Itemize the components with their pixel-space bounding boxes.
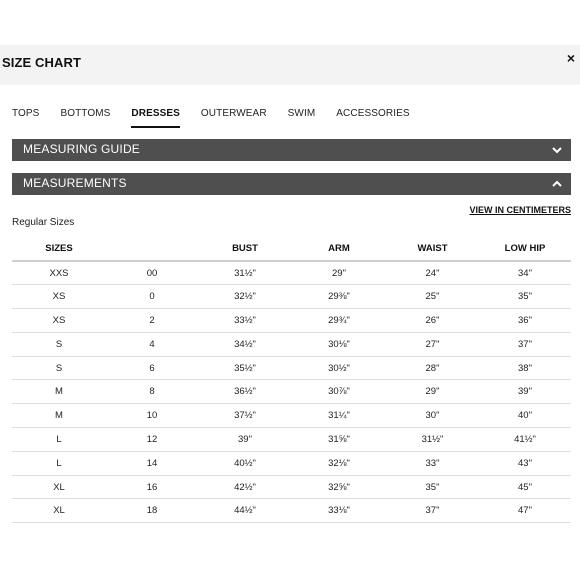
measurements-accordion[interactable] (12, 173, 571, 195)
size-number: 18 (146, 505, 158, 517)
size-table (12, 236, 571, 523)
table-row (12, 428, 571, 452)
bust-value: 31½" (234, 267, 256, 279)
arm-value: 29¾" (328, 314, 350, 326)
header-low-hip: LOW HIP (504, 242, 546, 254)
table-row (12, 404, 571, 428)
low-hip-value: 38" (518, 362, 532, 374)
size-letter: S (55, 362, 63, 374)
size-number: 14 (146, 457, 158, 469)
bust-value: 44½" (234, 505, 256, 517)
size-number: 8 (149, 386, 155, 398)
arm-value: 30⅛" (328, 338, 350, 350)
table-row (12, 261, 571, 285)
arm-value: 30½" (328, 362, 350, 374)
waist-value: 25" (425, 291, 440, 303)
header-waist: WAIST (417, 242, 448, 254)
modal-header (0, 45, 580, 85)
bust-value: 35½" (234, 362, 256, 374)
low-hip-value: 37" (518, 338, 532, 350)
low-hip-value: 43" (518, 457, 532, 469)
size-letter: L (56, 433, 62, 445)
waist-value: 29" (425, 386, 440, 398)
waist-value: 37" (425, 505, 440, 517)
size-letter: L (56, 457, 62, 469)
table-row (12, 380, 571, 404)
low-hip-value: 47" (518, 505, 532, 517)
tab-dresses[interactable]: DRESSES (131, 108, 180, 128)
waist-value: 33" (425, 457, 440, 469)
size-number: 0 (149, 291, 155, 303)
header-arm: ARM (328, 242, 350, 254)
table-row (12, 499, 571, 523)
waist-value: 28" (425, 362, 440, 374)
low-hip-value: 36" (518, 314, 532, 326)
bust-value: 40½" (234, 457, 256, 469)
size-letter: XS (52, 314, 66, 326)
arm-value: 31⅝" (328, 433, 350, 445)
category-tabs (12, 108, 431, 128)
waist-value: 35" (425, 481, 440, 493)
low-hip-value: 40" (518, 410, 532, 422)
view-in-centimeters-link[interactable]: VIEW IN CENTIMETERS (469, 205, 571, 215)
arm-value: 29⅜" (328, 291, 350, 303)
arm-value: 33⅛" (328, 505, 350, 517)
table-row (12, 332, 571, 356)
bust-value: 37½" (234, 410, 256, 422)
size-letter: M (55, 386, 63, 398)
bust-value: 33½" (234, 314, 256, 326)
header-numeric-size (106, 236, 198, 261)
size-letter: XXS (49, 267, 69, 279)
size-number: 4 (149, 338, 155, 350)
size-letter: M (55, 410, 63, 422)
arm-value: 32⅝" (328, 481, 350, 493)
arm-value: 32⅛" (328, 457, 350, 469)
close-icon[interactable]: × (566, 50, 575, 66)
arm-value: 31¼" (328, 410, 350, 422)
tab-accessories[interactable]: ACCESSORIES (336, 108, 410, 119)
size-number: 00 (146, 267, 158, 279)
regular-sizes-label: Regular Sizes (12, 217, 75, 228)
bust-value: 32½" (234, 291, 256, 303)
table-header-row (12, 236, 571, 261)
size-letter: S (55, 338, 63, 350)
header-bust: BUST (232, 242, 258, 254)
table-row (12, 285, 571, 309)
size-number: 16 (146, 481, 158, 493)
tab-swim[interactable]: SWIM (287, 108, 316, 119)
waist-value: 27" (425, 338, 440, 350)
size-letter: XL (53, 481, 65, 493)
chevron-down-icon (551, 144, 563, 156)
measurements-label: MEASUREMENTS (23, 176, 127, 190)
tab-bottoms[interactable]: BOTTOMS (60, 108, 111, 119)
size-letter: XS (52, 291, 66, 303)
table-row (12, 356, 571, 380)
table-row (12, 451, 571, 475)
waist-value: 30" (425, 410, 440, 422)
size-number: 12 (146, 433, 158, 445)
page-title: SIZE CHART (2, 55, 81, 70)
tab-tops[interactable]: TOPS (12, 108, 40, 119)
arm-value: 29" (332, 267, 346, 279)
size-number: 10 (146, 410, 158, 422)
measuring-guide-accordion[interactable] (12, 139, 571, 161)
bust-value: 36½" (234, 386, 256, 398)
size-number: 2 (149, 314, 155, 326)
low-hip-value: 35" (518, 291, 532, 303)
arm-value: 30⅞" (328, 386, 350, 398)
table-row (12, 475, 571, 499)
waist-value: 26" (425, 314, 440, 326)
header-sizes: SIZES (45, 242, 73, 254)
bust-value: 34½" (234, 338, 256, 350)
waist-value: 31½" (421, 433, 444, 445)
low-hip-value: 39" (518, 386, 532, 398)
waist-value: 24" (425, 267, 440, 279)
low-hip-value: 45" (518, 481, 532, 493)
measuring-guide-label: MEASURING GUIDE (23, 142, 141, 156)
size-number: 6 (149, 362, 155, 374)
bust-value: 39" (238, 433, 252, 445)
chevron-up-icon (551, 178, 563, 190)
low-hip-value: 41½" (514, 433, 536, 445)
bust-value: 42½" (234, 481, 256, 493)
size-letter: XL (53, 505, 65, 517)
low-hip-value: 34" (518, 267, 532, 279)
table-row (12, 309, 571, 333)
tab-outerwear[interactable]: OUTERWEAR (200, 108, 267, 119)
